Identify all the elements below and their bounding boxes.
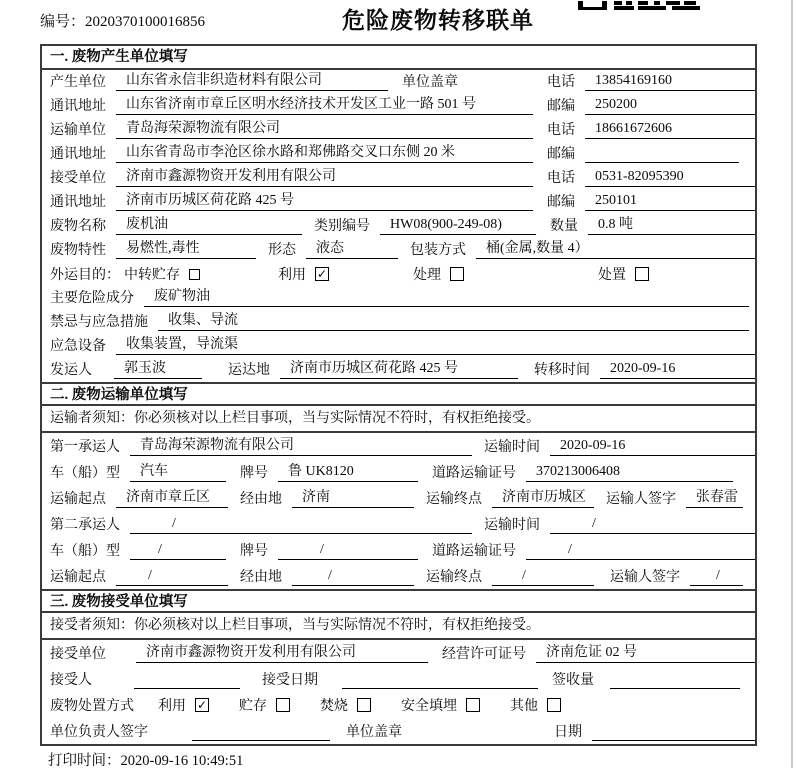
transporter-zip-value — [585, 146, 739, 163]
checkbox-option — [158, 695, 209, 715]
waste-traits-label: 废物特性 — [50, 243, 106, 258]
checkbox-checked-icon: ✓ — [196, 698, 208, 712]
transporter-row — [42, 118, 755, 142]
shipper-row — [42, 358, 755, 382]
second-carrier-label: 第二承运人 — [50, 518, 120, 533]
transporter-value: 青岛海荣源物流有限公司 — [116, 117, 533, 139]
second-carrier-row — [42, 511, 755, 537]
disposal-options — [134, 695, 561, 715]
transporter-address-value: 山东省青岛市李沧区徐水路和郑佛路交叉口东侧 20 米 — [116, 141, 533, 163]
serial-label: 编号： — [40, 14, 86, 30]
vehicle2-row — [42, 537, 755, 563]
section-producer — [42, 46, 755, 382]
via1-value: 济南 — [292, 486, 414, 508]
license-value: 济南危证 02 号 — [536, 641, 755, 663]
plate1-value: 鲁 UK8120 — [278, 460, 418, 482]
producer-phone-value: 13854169160 — [585, 73, 755, 91]
producer-zip-value: 250200 — [585, 97, 755, 115]
sign1-label: 运输人签字 — [606, 492, 676, 507]
taboo-row — [42, 310, 755, 334]
checkbox-label: 焚烧 — [320, 699, 348, 714]
form-value: 液态 — [306, 237, 398, 259]
receiver-group — [50, 165, 547, 187]
producer-address-value: 山东省济南市章丘区明水经济技术开发区工业一路 501 号 — [116, 93, 533, 115]
head-sign-label: 单位负责人签字 — [50, 725, 148, 740]
receiver-row — [42, 166, 755, 190]
origin1-value: 济南市章丘区 — [116, 486, 228, 508]
checkbox-label: 处理 — [413, 268, 441, 283]
destination-label: 运达地 — [228, 363, 270, 378]
route1-row — [42, 485, 755, 511]
packing-label: 包装方式 — [410, 243, 466, 258]
form-label: 形态 — [268, 243, 296, 258]
plate2-value: / — [278, 542, 418, 560]
checkbox-unchecked-icon — [466, 698, 480, 712]
date-label: 日期 — [554, 725, 582, 740]
origin2-label: 运输起点 — [50, 570, 106, 585]
plate1-label: 牌号 — [240, 466, 268, 481]
checkbox-unchecked-icon — [547, 698, 561, 712]
receiver-address-value: 济南市历城区荷花路 425 号 — [116, 189, 533, 211]
receiver-address-label: 通讯地址 — [50, 195, 106, 210]
origin2-value: / — [116, 568, 228, 586]
destination-value: 济南市历城区荷花路 425 号 — [280, 357, 518, 379]
transporter-address-label: 通讯地址 — [50, 147, 106, 162]
producer-value: 山东省永信非织造材料有限公司 — [116, 69, 388, 91]
hazard-label: 主要危险成分 — [50, 291, 134, 306]
checkbox-option — [598, 264, 649, 284]
category-label: 类别编号 — [314, 219, 370, 234]
checkbox-option — [124, 264, 200, 284]
vehicle1-value: 汽车 — [130, 460, 226, 482]
manifest-form — [40, 44, 757, 746]
producer-phone-label: 电话 — [547, 75, 575, 90]
checkbox-checked-icon: ✓ — [316, 267, 328, 281]
road-cert2-value: / — [526, 542, 755, 560]
quantity-value: 0.8 吨 — [588, 213, 755, 235]
end1-value: 济南市历城区 — [492, 486, 594, 508]
accept-unit-row — [42, 640, 755, 666]
disposal-row — [42, 692, 755, 718]
window-edge-divider — [791, 0, 793, 768]
producer-left-group — [50, 69, 547, 91]
end2-label: 运输终点 — [426, 570, 482, 585]
checkbox-option — [278, 264, 329, 284]
waste-traits-value: 易燃性,毒性 — [116, 237, 256, 259]
transfer-time-label: 转移时间 — [534, 363, 590, 378]
waste-name-label: 废物名称 — [50, 219, 106, 234]
checkbox-unchecked-icon — [357, 698, 371, 712]
plate2-label: 牌号 — [240, 544, 268, 559]
transfer-time-value: 2020-09-16 — [600, 361, 755, 379]
receiver-phone-label: 电话 — [547, 171, 575, 186]
via2-value: / — [292, 568, 414, 586]
producer-zip-label: 邮编 — [547, 99, 575, 114]
checkbox-label: 利用 — [158, 699, 186, 714]
via2-label: 经由地 — [240, 570, 282, 585]
transporter-group — [50, 117, 547, 139]
page-title: 危险废物转移联单 — [342, 8, 534, 33]
vehicle1-row — [42, 459, 755, 485]
producer-row — [42, 70, 755, 94]
accept-unit-value: 济南市鑫源物资开发利用有限公司 — [136, 641, 428, 663]
unit-seal-label: 单位盖章 — [402, 75, 458, 90]
transporter-address-group — [50, 141, 547, 163]
section-producer-header: 一. 废物产生单位填写 — [42, 46, 755, 70]
transport-time1-label: 运输时间 — [484, 440, 540, 455]
serial-value: 2020370100016856 — [85, 14, 206, 30]
checkbox-label: 其他 — [510, 699, 538, 714]
road-cert2-label: 道路运输证号 — [432, 544, 516, 559]
waste-traits-row — [42, 238, 755, 262]
producer-address-group — [50, 93, 547, 115]
equipment-value: 收集装置，导流渠 — [116, 333, 755, 355]
section-transport — [42, 382, 755, 589]
checkbox-option — [401, 695, 480, 715]
transport-time1-value: 2020-09-16 — [550, 438, 755, 456]
transport-time2-label: 运输时间 — [484, 518, 540, 533]
waste-name-value: 废机油 — [116, 213, 302, 235]
transport-time2-value: / — [550, 516, 755, 534]
hazard-value: 废矿物油 — [144, 285, 749, 307]
transporter-label: 运输单位 — [50, 123, 106, 138]
checkbox-unchecked-icon — [635, 267, 649, 281]
accept-date-label: 接受日期 — [262, 673, 318, 688]
receiver-zip-value: 250101 — [585, 193, 755, 211]
producer-label: 产生单位 — [50, 75, 106, 90]
recipient-value — [134, 672, 240, 689]
transporter-phone-label: 电话 — [547, 123, 575, 138]
first-carrier-value: 青岛海荣源物流有限公司 — [130, 434, 472, 456]
vehicle2-value: / — [130, 542, 226, 560]
hazard-row — [42, 286, 755, 310]
shipper-label: 发运人 — [50, 363, 92, 378]
origin1-label: 运输起点 — [50, 492, 106, 507]
head-sign-value — [192, 724, 330, 741]
vehicle1-label: 车（船）型 — [50, 466, 120, 481]
sign1-value: 张春雷 — [686, 486, 743, 508]
print-time — [48, 749, 243, 770]
taboo-label: 禁忌与应急措施 — [50, 315, 148, 330]
road-cert1-label: 道路运输证号 — [432, 466, 516, 481]
transporter-zip-label: 邮编 — [547, 147, 575, 162]
accept-date-value — [342, 672, 538, 689]
receiver-label: 接受单位 — [50, 171, 106, 186]
receiver-address-row — [42, 190, 755, 214]
checkbox-option — [239, 695, 290, 715]
received-qty-label: 签收量 — [552, 673, 594, 688]
first-carrier-row — [42, 433, 755, 459]
vehicle2-label: 车（船）型 — [50, 544, 120, 559]
checkbox-option — [413, 264, 464, 284]
equipment-row — [42, 334, 755, 358]
received-qty-value — [610, 672, 740, 689]
checkbox-label: 贮存 — [239, 699, 267, 714]
print-time-label: 打印时间： — [48, 753, 121, 769]
route2-row — [42, 563, 755, 589]
taboo-value: 收集、导流 — [158, 309, 749, 331]
packing-value: 桶(金属,数量 4） — [476, 237, 755, 259]
checkbox-label: 中转贮存 — [124, 268, 180, 283]
receiver-notice: 接受者须知：你必须核对以上栏目事项，当与实际情况不符时，有权拒绝接受。 — [42, 613, 755, 640]
date-value — [592, 724, 755, 741]
license-label: 经营许可证号 — [442, 647, 526, 662]
sign2-value: / — [690, 568, 743, 586]
transporter-notice: 运输者须知：你必须核对以上栏目事项，当与实际情况不符时，有权拒绝接受。 — [42, 406, 755, 433]
transporter-phone-value: 18661672606 — [585, 121, 755, 139]
first-carrier-label: 第一承运人 — [50, 440, 120, 455]
head-sign-row — [42, 718, 755, 744]
print-time-value: 2020-09-16 10:49:51 — [120, 753, 244, 769]
checkbox-option — [320, 695, 371, 715]
qr-code-icon — [578, 0, 700, 16]
checkbox-unchecked-icon — [189, 269, 200, 280]
receiver-value: 济南市鑫源物资开发利用有限公司 — [116, 165, 533, 187]
category-value: HW08(900-249-08) — [380, 217, 536, 235]
checkbox-label: 安全填埋 — [401, 699, 457, 714]
equipment-label: 应急设备 — [50, 339, 106, 354]
second-carrier-value: / — [130, 516, 472, 534]
quantity-label: 数量 — [550, 219, 578, 234]
receiver-phone-value: 0531-82095390 — [585, 169, 755, 187]
shipper-value: 郭玉波 — [114, 357, 202, 379]
receiver-seal-label: 单位盖章 — [346, 725, 402, 740]
checkbox-label: 处置 — [598, 268, 626, 283]
section-receive-header: 三. 废物接受单位填写 — [42, 589, 755, 613]
checkbox-option — [510, 695, 561, 715]
sign2-label: 运输人签字 — [610, 570, 680, 585]
purpose-options — [120, 264, 649, 284]
road-cert1-value: 370213006408 — [526, 464, 733, 482]
accept-unit-label: 接受单位 — [50, 647, 106, 662]
via1-label: 经由地 — [240, 492, 282, 507]
section-transport-header: 二. 废物运输单位填写 — [42, 382, 755, 406]
end2-value: / — [492, 568, 594, 586]
checkbox-label: 利用 — [278, 268, 306, 283]
waste-name-row — [42, 214, 755, 238]
producer-address-label: 通讯地址 — [50, 99, 106, 114]
disposal-label: 废物处置方式 — [50, 699, 134, 714]
recipient-label: 接受人 — [50, 673, 92, 688]
end1-label: 运输终点 — [426, 492, 482, 507]
section-receive — [42, 589, 755, 744]
transporter-address-row — [42, 142, 755, 166]
checkbox-unchecked-icon — [450, 267, 464, 281]
receiver-address-group — [50, 189, 547, 211]
checkbox-unchecked-icon — [276, 698, 290, 712]
purpose-row — [42, 262, 755, 286]
purpose-label: 外运目的： — [50, 268, 120, 283]
receiver-zip-label: 邮编 — [547, 195, 575, 210]
recipient-row — [42, 666, 755, 692]
producer-address-row — [42, 94, 755, 118]
